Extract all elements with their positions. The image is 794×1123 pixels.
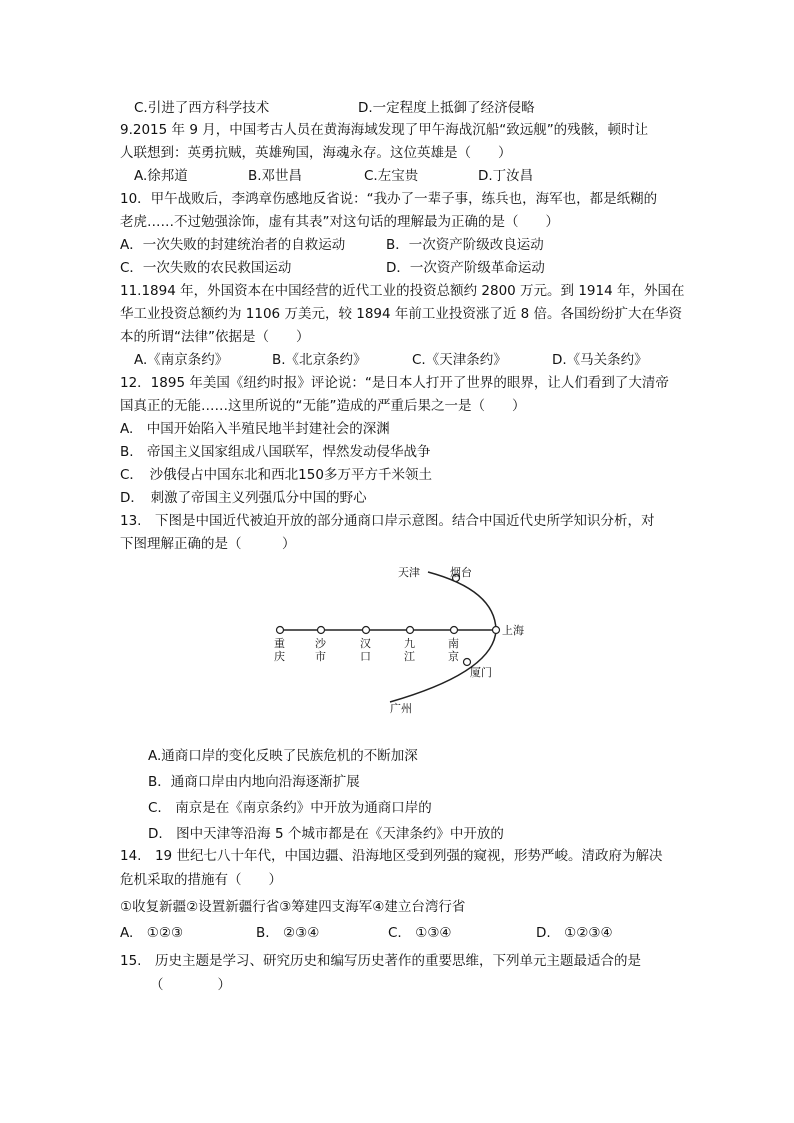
- q9-option-c: C.左宝贵: [364, 168, 419, 184]
- label-nanjing-1: 南: [448, 637, 459, 650]
- q10-option-a: A．一次失败的封建统治者的自救运动: [120, 237, 346, 253]
- label-xiamen: 厦门: [470, 666, 492, 679]
- label-yantai: 烟台: [450, 566, 472, 579]
- q11-option-a: A.《南京条约》: [134, 352, 229, 368]
- nanjing-dot: [451, 627, 458, 634]
- q11-text-line2: 华工业投资总额约为 1106 万美元，较 1894 年前工业投资涨了近 8 倍。各国纷纷扩大在华资: [120, 306, 683, 322]
- q13-option-a: A.通商口岸的变化反映了民族危机的不断加深: [148, 748, 418, 764]
- q14-option-b: B. ②③④: [256, 925, 320, 941]
- q12-option-b: B. 帝国主义国家组成八国联军，悍然发动侵华战争: [120, 444, 431, 460]
- xiamen-dot: [464, 659, 471, 666]
- hankou-dot: [363, 627, 370, 634]
- q8-option-c: C.引进了西方科学技术: [134, 100, 270, 116]
- q11-text-line1: 11.1894 年，外国资本在中国经营的近代工业的投资总额约 2800 万元。到 1914 年，外国在: [120, 283, 685, 299]
- q15-text-line2: （ ）: [150, 977, 231, 993]
- q10-text-line2: 老虎……不过勉强涂饰，虚有其表”对这句话的理解最为正确的是（ ）: [120, 214, 559, 230]
- q14-option-c: C. ①③④: [388, 925, 452, 941]
- treaty-ports-map: [260, 560, 560, 720]
- q9-option-b: B.邓世昌: [248, 168, 303, 184]
- label-nanjing-2: 京: [448, 650, 459, 663]
- label-shashi-2: 市: [315, 650, 326, 663]
- q9-text-line2: 人联想到：英勇抗贼，英雄殉国，海魂永存。这位英雄是（ ）: [120, 145, 512, 161]
- q12-text-line1: 12．1895 年美国《纽约时报》评论说：“是日本人打开了世界的眼界，让人们看到了大清帝: [120, 375, 669, 391]
- label-shashi-1: 沙: [315, 637, 326, 650]
- q13-option-b: B．通商口岸由内地向沿海逐渐扩展: [148, 774, 360, 790]
- label-shanghai: 上海: [502, 624, 524, 637]
- q11-option-b: B.《北京条约》: [272, 352, 367, 368]
- label-jiujiang-1: 九: [404, 637, 415, 650]
- q9-option-a: A.徐邦道: [134, 168, 188, 184]
- label-tianjin: 天津: [398, 566, 420, 579]
- q13-option-c: C. 南京是在《南京条约》中开放为通商口岸的: [148, 800, 432, 816]
- q11-option-c: C.《天津条约》: [412, 352, 507, 368]
- q13-option-d: D. 图中天津等沿海 5 个城市都是在《天津条约》中开放的: [148, 826, 504, 842]
- label-hankou-2: 口: [360, 650, 371, 663]
- q14-text-line3: ①收复新疆②设置新疆行省③筹建四支海军④建立台湾行省: [120, 899, 466, 915]
- q12-option-c: C． 沙俄侵占中国东北和西北150多万平方千米领土: [120, 467, 432, 483]
- shanghai-dot: [493, 627, 500, 634]
- q14-text-line2: 危机采取的措施有（ ）: [120, 872, 282, 888]
- shashi-dot: [318, 627, 325, 634]
- q9-option-d: D.丁汝昌: [478, 168, 534, 184]
- q14-text-line1: 14. 19 世纪七八十年代，中国边疆、沿海地区受到列强的窥视，形势严峻。清政府为解决: [120, 848, 663, 864]
- q10-text-line1: 10．甲午战败后，李鸿章伤感地反省说：“我办了一辈子事，练兵也，海军也，都是纸糊的: [120, 191, 658, 207]
- q11-text-line3: 本的所谓“法律”依据是（ ）: [120, 329, 310, 345]
- q13-text-line2: 下图理解正确的是（ ）: [120, 536, 296, 552]
- q15-text-line1: 15. 历史主题是学习、研究历史和编写历史著作的重要思维，下列单元主题最适合的是: [120, 953, 641, 969]
- q10-option-b: B．一次资产阶级改良运动: [386, 237, 544, 253]
- label-chongqing-2: 庆: [274, 650, 285, 663]
- label-hankou-1: 汉: [360, 637, 371, 650]
- q8-option-d: D.一定程度上抵御了经济侵略: [358, 100, 535, 116]
- label-jiujiang-2: 江: [404, 650, 415, 663]
- q12-option-d: D． 刺激了帝国主义列强瓜分中国的野心: [120, 490, 367, 506]
- q10-option-c: C．一次失败的农民救国运动: [120, 260, 292, 276]
- chongqing-dot: [277, 627, 284, 634]
- q12-text-line2: 国真正的无能……这里所说的“无能”造成的严重后果之一是（ ）: [120, 398, 526, 414]
- q14-option-a: A. ①②③: [120, 925, 184, 941]
- q14-option-d: D. ①②③④: [536, 925, 613, 941]
- q12-option-a: A. 中国开始陷入半殖民地半封建社会的深渊: [120, 421, 390, 437]
- q10-option-d: D．一次资产阶级革命运动: [386, 260, 545, 276]
- jiujiang-dot: [407, 627, 414, 634]
- q11-option-d: D.《马关条约》: [552, 352, 648, 368]
- q9-text-line1: 9.2015 年 9 月，中国考古人员在黄海海域发现了甲午海战沉船“致远舰”的残骸，顿时让: [120, 122, 649, 138]
- label-chongqing-1: 重: [274, 637, 285, 650]
- q13-text-line1: 13. 下图是中国近代被迫开放的部分通商口岸示意图。结合中国近代史所学知识分析，对: [120, 513, 655, 529]
- label-guangzhou: 广州: [390, 702, 412, 715]
